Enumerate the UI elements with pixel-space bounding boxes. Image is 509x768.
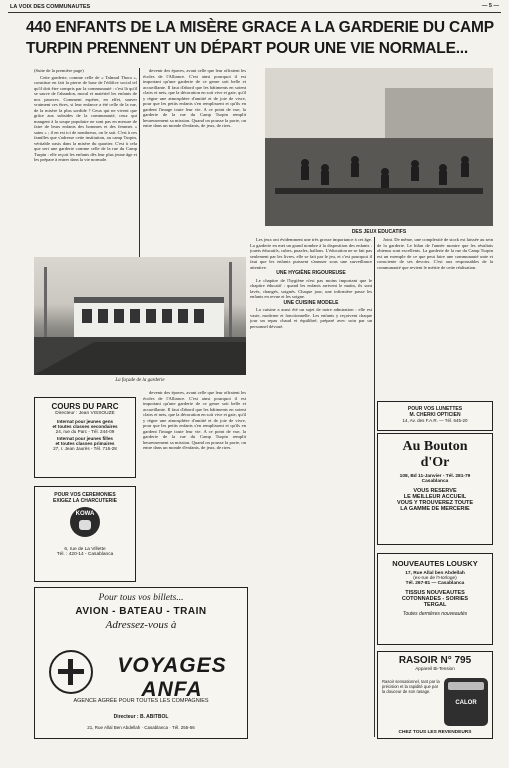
playground-photo-drawing bbox=[265, 68, 493, 226]
header-right: — 5 — bbox=[481, 3, 499, 9]
kowa-brand: KOWA bbox=[75, 511, 95, 517]
ad-cours-title: COURS DU PARC bbox=[51, 402, 119, 411]
article-kitchen-text: La cuisine a aussi été un sujet de notre admiration : elle est vaste, moderne et fonctionnelle. Les enfants y reçoivent chaque jour un repas chaud et équilibré, préparé avec soin par un personnel dévoué. bbox=[250, 307, 372, 329]
playground-caption: DES JEUX EDUCATIFS bbox=[351, 229, 407, 235]
headline-line1: 440 ENFANTS DE LA MISÈRE GRACE A LA GARDERIE DU CAMP bbox=[26, 19, 494, 36]
article-col-3 bbox=[250, 237, 372, 677]
ad-lousky-l7: TERGAL bbox=[423, 602, 447, 608]
article-col2-text: devenir des épaves, avant celle que leur offraient les écoles de l'Alliance. C'est ainsi pourquoi il est important qu'une garderie de ce genre soit belle et accueillante. Il faut d'abord que les bâtiments en soient clairs et nets, que la décoration en soit vive et gaie, qu'il y règne une atmosphère d'amitié et de joie de vivre, pour que les petits enfants s'en remplissent et qu'ils en gardent l'image toute leur vie. A ce point de vue, la garderie de la rue du Camp Turpin remplit heureusement sa mission. Quand on pousse la porte, on entre dans un monde d'enfants, de jeux, de rires. bbox=[143, 68, 246, 128]
ad-cours-l6: 27, r. Jean Jaurès - Tél. 716-28 bbox=[53, 446, 117, 451]
voyages-logo-icon bbox=[49, 650, 93, 694]
ad-lousky-l3: (ex-rue de l'Horloge) bbox=[413, 576, 457, 581]
ad-voyages-brand: VOYAGES ANFA bbox=[117, 654, 227, 701]
playground-photo bbox=[265, 68, 493, 226]
column-rule bbox=[139, 68, 140, 257]
article-lead: (Suite de la première page) bbox=[34, 68, 84, 73]
ad-rasoir bbox=[377, 651, 493, 739]
ad-bouton-l7: VOUS Y TROUVEREZ TOUTE bbox=[396, 500, 474, 506]
ad-bouton-dor bbox=[377, 433, 493, 545]
ad-lousky-l5: TISSUS NOUVEAUTES bbox=[405, 590, 465, 596]
ad-rasoir-l3: Rasoir sensationnel, tant par la précision et la rapidité que par la douceur de son rasage. bbox=[382, 679, 440, 694]
ad-bouton-l2: d'Or bbox=[420, 455, 450, 470]
column-rule bbox=[374, 237, 375, 737]
ad-lousky-l2: 17, Rue Allal ben Abdellah bbox=[405, 571, 465, 576]
ad-kowa-addr: 6, rue de La Villette bbox=[64, 547, 106, 552]
ad-rasoir-l2: Appareil Bi-Tension bbox=[415, 666, 455, 671]
ad-cours-director: Directeur : Jean VISSOUZE bbox=[55, 411, 115, 416]
facade-photo bbox=[34, 257, 246, 375]
ad-voyages-l1: Pour tous vos billets... bbox=[98, 593, 184, 603]
article-col-1 bbox=[34, 68, 137, 268]
ad-voyages-l4: AGENCE AGRÉE POUR TOUTES LES COMPAGNIES bbox=[73, 698, 209, 704]
ad-voyages-anfa bbox=[34, 587, 248, 739]
ad-voyages-l3: Adressez-vous à bbox=[105, 619, 177, 631]
ad-lousky-l8: Toutes dernières nouveautés bbox=[402, 611, 468, 617]
article-col-4 bbox=[377, 237, 493, 397]
article-col4-text: Joint. De même, une complexité de stock est laissée au sein de la garderie. Le bilan de l'année montre que les résultats obtenus sont excellents. La garderie de la rue du Camp Turpin est un exemple de ce que peut faire une communauté unie et consciente de ses devoirs. C'est aux responsables de la communauté que revient le mérite de cette réalisation. bbox=[377, 237, 493, 270]
ad-cours-l4: Internat pour jeunes filles bbox=[57, 436, 113, 441]
header-left: LA VOIX DES COMMUNAUTES bbox=[10, 4, 91, 10]
ad-lunettes-l3: 14, Av. des F.A.R. — Tél. 645-20 bbox=[402, 418, 468, 423]
ad-kowa-l2: EXIGEZ LA CHARCUTERIE bbox=[53, 498, 117, 504]
ad-cours-l2: et toutes classes secondaires bbox=[52, 424, 118, 429]
kowa-logo bbox=[70, 507, 100, 537]
ad-lousky-l1: NOUVEAUTES LOUSKY bbox=[392, 559, 478, 568]
headline bbox=[26, 17, 496, 59]
ad-voyages-addr: 21, Rue Allal Ben Abdellah · Casablanca · Tél. 255-56 bbox=[87, 725, 195, 730]
ad-bouton-l4: Casablanca bbox=[421, 479, 449, 484]
kowa-icon bbox=[79, 520, 91, 530]
ad-cours-du-parc bbox=[34, 397, 136, 478]
hygiene-subtitle: UNE HYGIÈNE RIGOUREUSE bbox=[276, 270, 346, 276]
facade-photo-drawing bbox=[34, 257, 246, 375]
article-col1-text: Cette garderie, comme celle de « Talmud Thora », constitue en fait la pierre de base de l'édifice social tel qu'il doit être compris par la communauté : c'est là qu'il se sauve de l'abandon, moral et matériel les enfants de nos pauvres. Comment espérer, en effet, sauver vraiment ces êtres, si leur enfance a été celle de la rue, de la misère la plus sordide ? Ceux qui ne vivent que grâce aux subsides de la communauté, ceux qui mangent à la soupe populaire ne sont pas en mesure de faire de leurs enfants des hommes et des femmes « sains » ; il en est ici de nombreux, on le sait. C'est à ces familles que s'adresse cette institution, au camp Turpin, véritable oasis dans la misère du quartier. C'est à cela que sert une garderie comme celle de la rue du Camp Turpin : elle reçoit les enfants dès leur plus jeune âge et les prépare à entrer dans la vie normale. bbox=[34, 74, 137, 162]
ad-bouton-l3: 108, Bd 11-Janvier - Tél. 281-79 bbox=[399, 474, 471, 479]
article-col-middle-text: devenir des épaves, avant celle que leur offraient les écoles de l'Alliance. C'est ainsi pourquoi il est important qu'une garderie de ce genre soit belle et accueillante. Il faut d'abord que les bâtiments en soient clairs et nets, que la décoration en soit vive et gaie, qu'il y règne une atmosphère d'amitié et de joie de vivre, pour que les petits enfants s'en remplissent et qu'ils en gardent l'image toute leur vie. A ce point de vue, la garderie de la rue du Camp Turpin remplit heureusement sa mission. Quand on pousse la porte, on entre dans un monde d'enfants, de jeux, de rires. bbox=[143, 390, 246, 450]
ad-lunettes-l2: M. CHERKI OPTICIEN bbox=[409, 412, 461, 418]
ad-cours-l3: 24, rue du Parc - Tél. 244-09 bbox=[55, 429, 115, 434]
ad-cours-l1: Internat pour jeunes gens bbox=[56, 419, 114, 424]
ad-rasoir-l1: RASOIR N° 795 bbox=[398, 655, 472, 666]
article-col-2 bbox=[143, 68, 246, 268]
ad-bouton-l6: LE MEILLEUR ACCUEIL bbox=[403, 494, 467, 500]
ad-voyages-l2: AVION - BATEAU - TRAIN bbox=[75, 606, 207, 617]
ad-lunettes-l1: POUR VOS LUNETTES bbox=[407, 406, 463, 412]
ad-cours-l5: et toutes classes primaires bbox=[55, 441, 115, 446]
ad-rasoir-l4: CHEZ TOUS LES REVENDEURS bbox=[398, 730, 472, 735]
ad-kowa-l1: POUR VOS CEREMONIES bbox=[54, 492, 116, 498]
razor-image bbox=[444, 678, 488, 726]
kitchen-subtitle: UNE CUISINE MODELE bbox=[283, 299, 339, 306]
headline-line2: TURPIN PRENNENT UN DÉPART POUR UNE VIE NORMALE... bbox=[26, 40, 469, 57]
article-col3-text: Les jeux ont évidemment une très grosse importance à cet âge. La garderie en met un grand nombre à la disposition des enfants : jouets éducatifs, cubes, puzzles, ballons. L'éducation ne se fait pas seulement par les livres, elle se fait par le jeu, et c'est pourquoi il faut que les enfants puissent s'amuser sous une surveillance attentive. bbox=[250, 237, 372, 270]
ad-lousky-l6: COTONNADES - SOIRIES bbox=[401, 596, 469, 602]
ad-bouton-l1: Au Bouton bbox=[402, 439, 468, 454]
ad-lunettes bbox=[377, 401, 493, 431]
ad-kowa bbox=[34, 486, 136, 582]
ad-kowa-tel: Tél. : 420-14 - Casablanca bbox=[56, 552, 114, 557]
ad-lousky bbox=[377, 553, 493, 645]
ad-rasoir-brand: CALOR bbox=[455, 700, 477, 706]
ad-bouton-l5: VOUS RESERVE bbox=[413, 488, 457, 494]
ad-bouton-l8: LA GAMME DE MERCERIE bbox=[400, 506, 470, 512]
page-header bbox=[8, 3, 501, 13]
ad-voyages-dir: Directeur : B. ABITBOL bbox=[113, 714, 169, 720]
ad-lousky-l4: Tél. 267-81 — Casablanca bbox=[405, 581, 465, 586]
article-hygiene-text: Le chapitre de l'hygiène n'est pas moins important que le chapitre éducatif : quand les enfants arrivent le matin, ils sont lavés, changés, soignés. Chaque jour, une infirmière passe les enfants en revue et les soigne. bbox=[250, 277, 372, 299]
facade-caption: La façade de la garderie bbox=[115, 378, 165, 383]
